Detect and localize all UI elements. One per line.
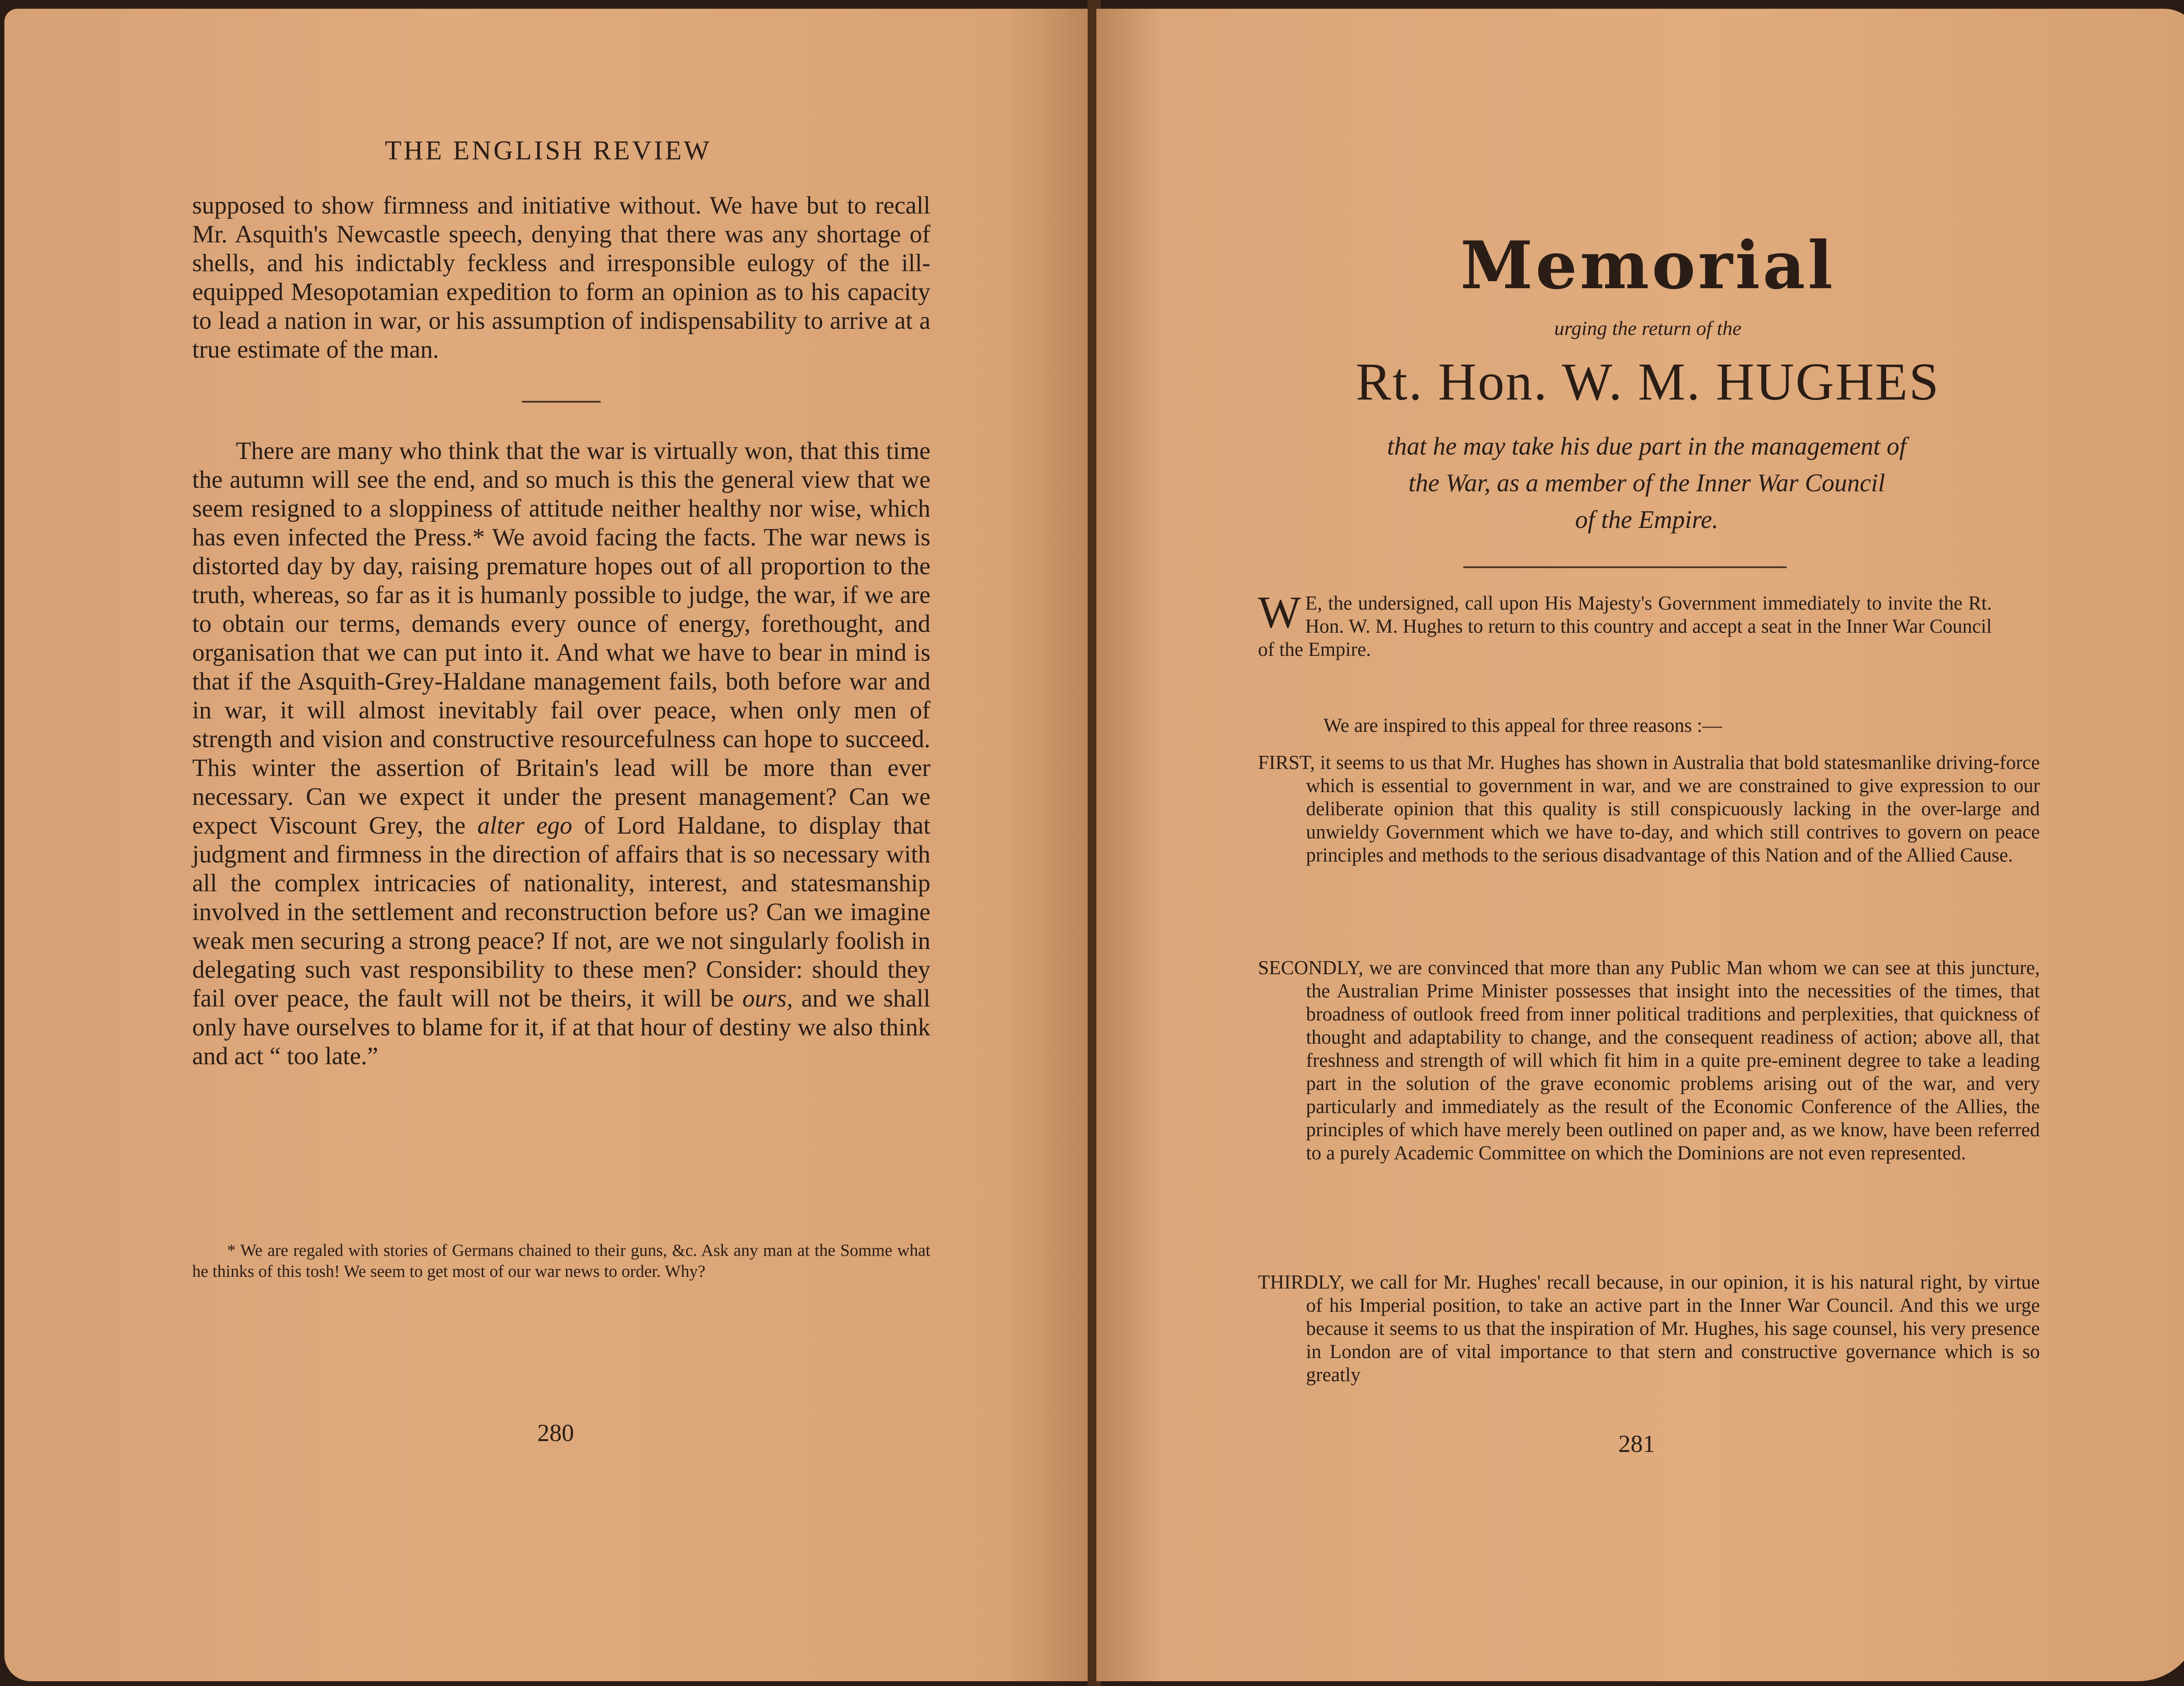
reason-third: THIRDLY, we call for Mr. Hughes' recall because, in our opinion, it is his natural right, by virtue of his Imperial position, to take an active part in the Inner War Council. And this we urge because it seems to us that the inspiration of Mr. Hughes, his sage counsel, his very presence in London are of vital importance to that stern and constructive governance which is so greatly [1258, 1271, 2040, 1386]
memorial-title: Memorial [1460, 227, 1835, 304]
alter-ego-italic: alter ego [477, 812, 573, 839]
purpose-line-1: that he may take his due part in the management of [1387, 432, 1907, 460]
left-page [4, 9, 1092, 1681]
reason-second: SECONDLY, we are convinced that more than any Public Man whom we can see at this juncture, the Australian Prime Minister possesses that insight into the necessities of the times, that broadness of outlook freed from inner political traditions and perplexities, that quickness of thought and adaptability to change, and the consequent readiness of action; above all, that freshness and strength of will which fit him in a quite pre-eminent degree to take a leading part in the solution of the grave economic problems arising out of the war, and very particularly and immediately as the result of the Economic Conference of the Allies, the principles of which have merely been outlined on paper and, as we know, have been referred to a purely Academic Committee on which the Dominions are not even represented. [1258, 957, 2040, 1164]
urging-line: urging the return of the [1554, 317, 1742, 339]
page-number-left: 280 [537, 1420, 574, 1447]
footnote: * We are regaled with stories of Germans chained to their guns, &c. Ask any man at the Somme what he thinks of this tosh! We seem to get most of our war news to order. Why? [192, 1241, 930, 1281]
drop-cap: W [1258, 587, 1301, 638]
paragraph-text-b: of Lord Haldane, to display that judgment and firmness in the direction of affairs that is so necessary with all the complex intricacies of nationality, interest, and statesmanship involved in the settlement and reconstruction before us? Can we imagine weak men securing a strong peace? If not, are we not singularly foolish in delegating such vast responsibility to these men? Consider: should they fail over peace, the fault will not be theirs, it will be [192, 812, 930, 1012]
reasons-intro: We are inspired to this appeal for three reasons :— [1324, 714, 1722, 736]
hughes-name: Rt. Hon. W. M. HUGHES [1355, 352, 1940, 411]
title-divider [1463, 566, 1787, 568]
page-number-right: 281 [1618, 1431, 1655, 1458]
left-paragraph-1 [192, 191, 930, 364]
paragraph-text-c: and we shall only have ourselves to blame for it, if at that hour of destiny we also think and act “ too late.” [192, 985, 931, 1070]
paragraph-text [192, 437, 930, 1071]
ours-italic: ours, [742, 985, 793, 1012]
intro-paragraph [1258, 587, 1992, 661]
intro-text: E, the undersigned, call upon His Majesty's Government immediately to invite the Rt. Hon. W. M. Hughes to return to this country and accept a seat in the Inner War Council of the Empire. [1258, 592, 1992, 660]
paragraph-text [1258, 587, 1992, 661]
section-divider [522, 401, 601, 403]
reason-first: FIRST, it seems to us that Mr. Hughes has shown in Australia that bold statesmanlike driving-force which is essential to government in war, and we are constrained to give expression to our deliberate opinion that this quality is still conspicuously lacking in the over-large and unwieldy Government which we have to-day, and which still contrives to govern on peace principles and methods to the serious disadvantage of this Nation and of the Allied Cause. [1258, 752, 2040, 866]
left-paragraph-2 [192, 437, 930, 1071]
paragraph-text-a: There are many who think that the war is virtually won, that this time the autumn will see the end, and so much is this the general view that we seem resigned to a sloppiness of attitude neither healthy nor wise, which has even infected the Press.* We avoid facing the facts. The war news is distorted day by day, raising premature hopes out of all proportion to the truth, whereas, so far as it is humanly possible to judge, the war, if we are to obtain our terms, demands every ounce of energy, forethought, and organisation that we can put into it. And what we have to bear in mind is that if the Asquith-Grey-Haldane management fails, both before war and in war, it will almost inevitably fail over peace, when only men of strength and vision and constructive resourcefulness can hope to succeed. This winter the assertion of Britain's lead will be more than ever necessary. Can we expect it under the present management? Can we expect Viscount Grey, the [192, 437, 930, 839]
right-page [1096, 9, 2184, 1681]
purpose-line-2: the War, as a member of the Inner War Council [1408, 469, 1885, 497]
purpose-line-3: of the Empire. [1575, 505, 1719, 534]
purpose-statement [1249, 428, 2044, 538]
running-head: THE ENGLISH REVIEW [385, 136, 712, 165]
paragraph-text: supposed to show firmness and initiative without. We have but to recall Mr. Asquith's Newcastle speech, denying that there was any shortage of shells, and his indictably feckless and irresponsible eulogy of the ill-equipped Mesopotamian expedition to form an opinion as to his capacity to lead a nation in war, or his assumption of indispensability to arrive at a true estimate of the man. [192, 192, 930, 363]
